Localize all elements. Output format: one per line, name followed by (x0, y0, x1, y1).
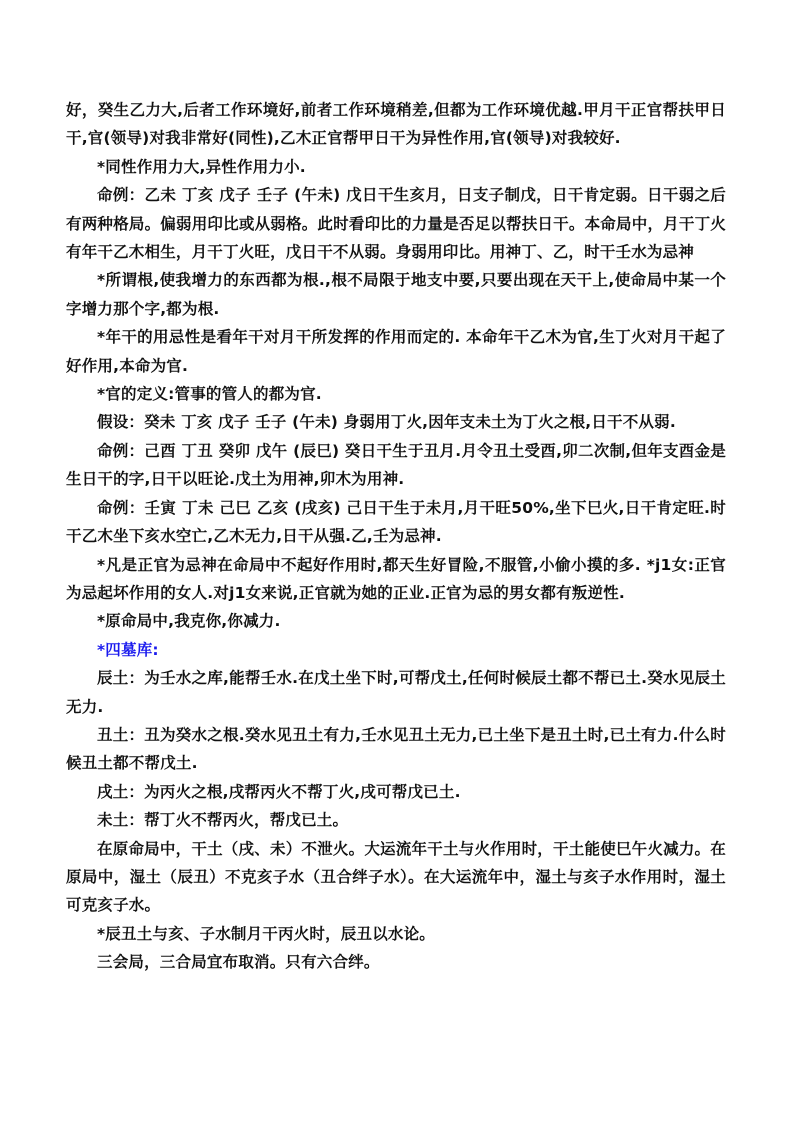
paragraph: 未土：帮丁火不帮丙火，帮戊已土。 (97, 811, 349, 830)
paragraph: 假设：癸未 丁亥 戊子 壬子 (午未) 身弱用丁火,因年支未土为丁火之根,日干不从弱. (97, 413, 676, 432)
paragraph: 丑土：丑为癸水之根.癸水见丑土有力,壬水见丑土无力,已土坐下是丑土时,已土有力.什么时候丑土都不帮戊土. (66, 725, 726, 773)
paragraph: 命例：己酉 丁丑 癸卯 戊午 (辰巳) 癸日干生于丑月.月令丑土受酉,卯二次制,但年支酉金是生日干的字,日干以旺论.戊土为用神,卯木为用神. (66, 441, 726, 489)
paragraph: *所谓根,使我增力的东西都为根.,根不局限于地支中要,只要出现在天干上,使命局中某一个字增力那个字,都为根. (66, 271, 726, 318)
paragraph: 三会局，三合局宜布取消。只有六合绊。 (97, 953, 380, 972)
paragraph: 戌土：为丙火之根,戌帮丙火不帮丁火,戌可帮戊已土. (97, 782, 461, 801)
paragraph: *官的定义:管事的管人的都为官. (97, 385, 322, 404)
paragraph: 在原命局中，干土（戌、未）不泄火。大运流年干土与火作用时，干土能使巳午火减力。在原局中，湿土（辰丑）不克亥子水（丑合绊子水）。在大运流年中，湿土与亥子水作用时，湿土可克亥子水。 (66, 839, 726, 915)
paragraph: *辰丑土与亥、子水制月干丙火时，辰丑以水论。 (97, 924, 436, 943)
section-heading: *四墓库: (97, 640, 159, 659)
paragraph: 好，癸生乙力大,后者工作环境好,前者工作环境稍差,但都为工作环境优越.甲月干正官帮扶甲日干,官(领导)对我非常好(同性),乙木正官帮甲日干为异性作用,官(领导)对我较好. (66, 101, 726, 148)
paragraph: *年干的用忌性是看年干对月干所发挥的作用而定的. 本命年干乙木为官,生丁火对月干起了好作用,本命为官. (66, 328, 726, 375)
paragraph: *凡是正官为忌神在命局中不起好作用时,都天生好冒险,不服管,小偷小摸的多. *j1女:正官为忌起坏作用的女人.对j1女来说,正官就为她的正业.正官为忌的男女都有叛逆性. (66, 555, 726, 602)
paragraph: *同性作用力大,异性作用力小. (97, 157, 306, 176)
paragraph: 命例：壬寅 丁未 己巳 乙亥 (戌亥) 己日干生于未月,月干旺50%,坐下巳火,日干肯定旺.时干乙木坐下亥水空亡,乙木无力,日干从强.乙,壬为忌神. (66, 498, 726, 546)
paragraph: 辰土：为壬水之库,能帮壬水.在戊土坐下时,可帮戊土,任何时候辰土都不帮已土.癸水见辰土无力. (66, 669, 726, 716)
document-body (66, 96, 726, 977)
paragraph: *原命局中,我克你,你减力. (97, 612, 281, 631)
paragraph: 命例：乙未 丁亥 戊子 壬子 (午未) 戊日干生亥月，日支子制戊，日干肯定弱。日干弱之后有两种格局。偏弱用印比或从弱格。此时看印比的力量是否足以帮扶日干。本命局中，月干丁火有年干乙木相生，月干丁火旺，戊日干不从弱。身弱用印比。用神丁、乙，时干壬水为忌神 (66, 186, 726, 262)
